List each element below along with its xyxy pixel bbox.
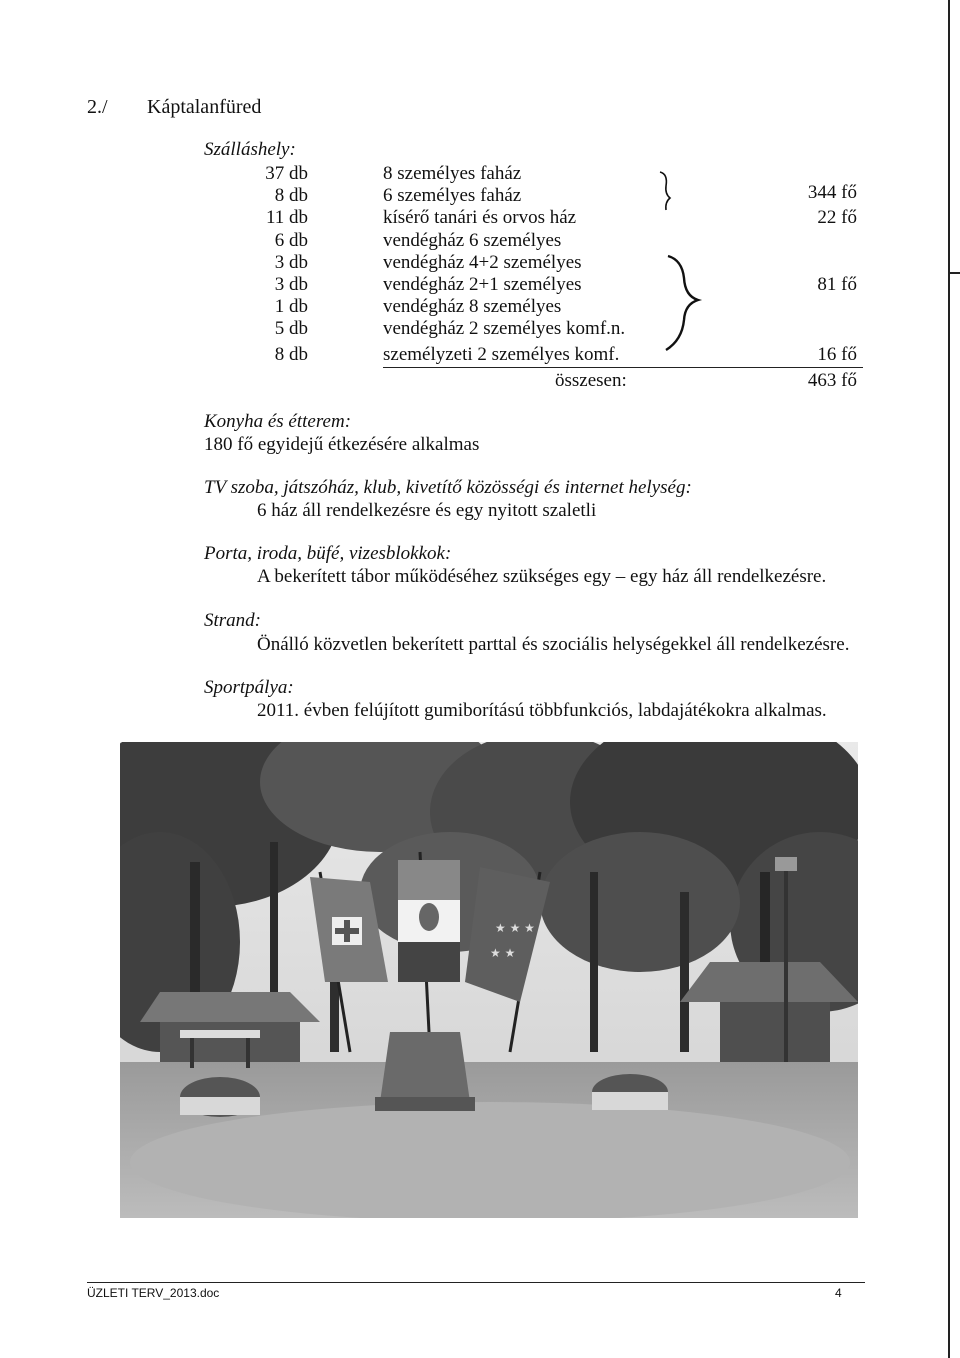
item-description: vendégház 6 személyes (383, 230, 562, 251)
kitchen-heading: Konyha és étterem: (204, 411, 352, 432)
item-quantity: 11 db (265, 207, 308, 228)
item-description: vendégház 2 személyes komf.n. (383, 318, 626, 339)
total-value: 81 fő (817, 274, 857, 295)
item-quantity: 1 db (274, 296, 308, 317)
item-description: személyzeti 2 személyes komf. (383, 344, 620, 365)
svg-text:★ ★ ★: ★ ★ ★ (495, 921, 535, 935)
kitchen-text: 180 fő egyidejű étkezésére alkalmas (204, 434, 480, 455)
sport-heading: Sportpálya: (204, 677, 294, 698)
campsite-photo (120, 742, 858, 1218)
accommodation-heading: Szálláshely: (204, 139, 296, 160)
item-quantity: 3 db (274, 252, 308, 273)
list-item (0, 230, 960, 252)
item-description: vendégház 4+2 személyes (383, 252, 582, 273)
sport-text: 2011. évben felújított gumiborítású többfunkciós, labdajátékokra alkalmas. (257, 700, 827, 721)
total-value: 22 fő (817, 207, 857, 228)
item-quantity: 8 db (274, 344, 308, 365)
item-quantity: 37 db (265, 163, 308, 184)
item-quantity: 5 db (274, 318, 308, 339)
footer-divider (87, 1282, 865, 1283)
item-quantity: 3 db (274, 274, 308, 295)
sum-label: összesen: (555, 370, 627, 391)
strand-text: Önálló közvetlen bekerített parttal és szociális helységekkel áll rendelkezésre. (257, 634, 850, 655)
page-number: 4 (835, 1286, 842, 1300)
sum-divider (383, 367, 863, 368)
list-item (0, 296, 960, 318)
item-description: 8 személyes faház (383, 163, 522, 184)
brace-group-icon (648, 168, 718, 358)
item-quantity: 8 db (274, 185, 308, 206)
footer-filename: ÜZLETI TERV_2013.doc (87, 1286, 220, 1300)
list-item (0, 318, 960, 340)
strand-heading: Strand: (204, 610, 261, 631)
total-value: 344 fő (807, 182, 857, 203)
tv-heading: TV szoba, játszóház, klub, kivetítő közösségi és internet helység: (204, 477, 692, 498)
sum-value: 463 fő (807, 370, 857, 391)
item-description: 6 személyes faház (383, 185, 522, 206)
item-description: kísérő tanári és orvos ház (383, 207, 577, 228)
total-value: 16 fő (817, 344, 857, 365)
list-item (0, 252, 960, 274)
svg-text:★ ★: ★ ★ (490, 946, 516, 960)
section-number: 2./ (87, 96, 108, 118)
porta-text: A bekerített tábor működéséhez szükséges egy – egy ház áll rendelkezésre. (257, 566, 827, 587)
tv-text: 6 ház áll rendelkezésre és egy nyitott szaletli (257, 500, 597, 521)
campsite-photo-illustration (120, 742, 858, 1218)
porta-heading: Porta, iroda, büfé, vizesblokkok: (204, 543, 452, 564)
item-quantity: 6 db (274, 230, 308, 251)
item-description: vendégház 2+1 személyes (383, 274, 582, 295)
item-description: vendégház 8 személyes (383, 296, 562, 317)
section-title: Káptalanfüred (147, 96, 262, 118)
